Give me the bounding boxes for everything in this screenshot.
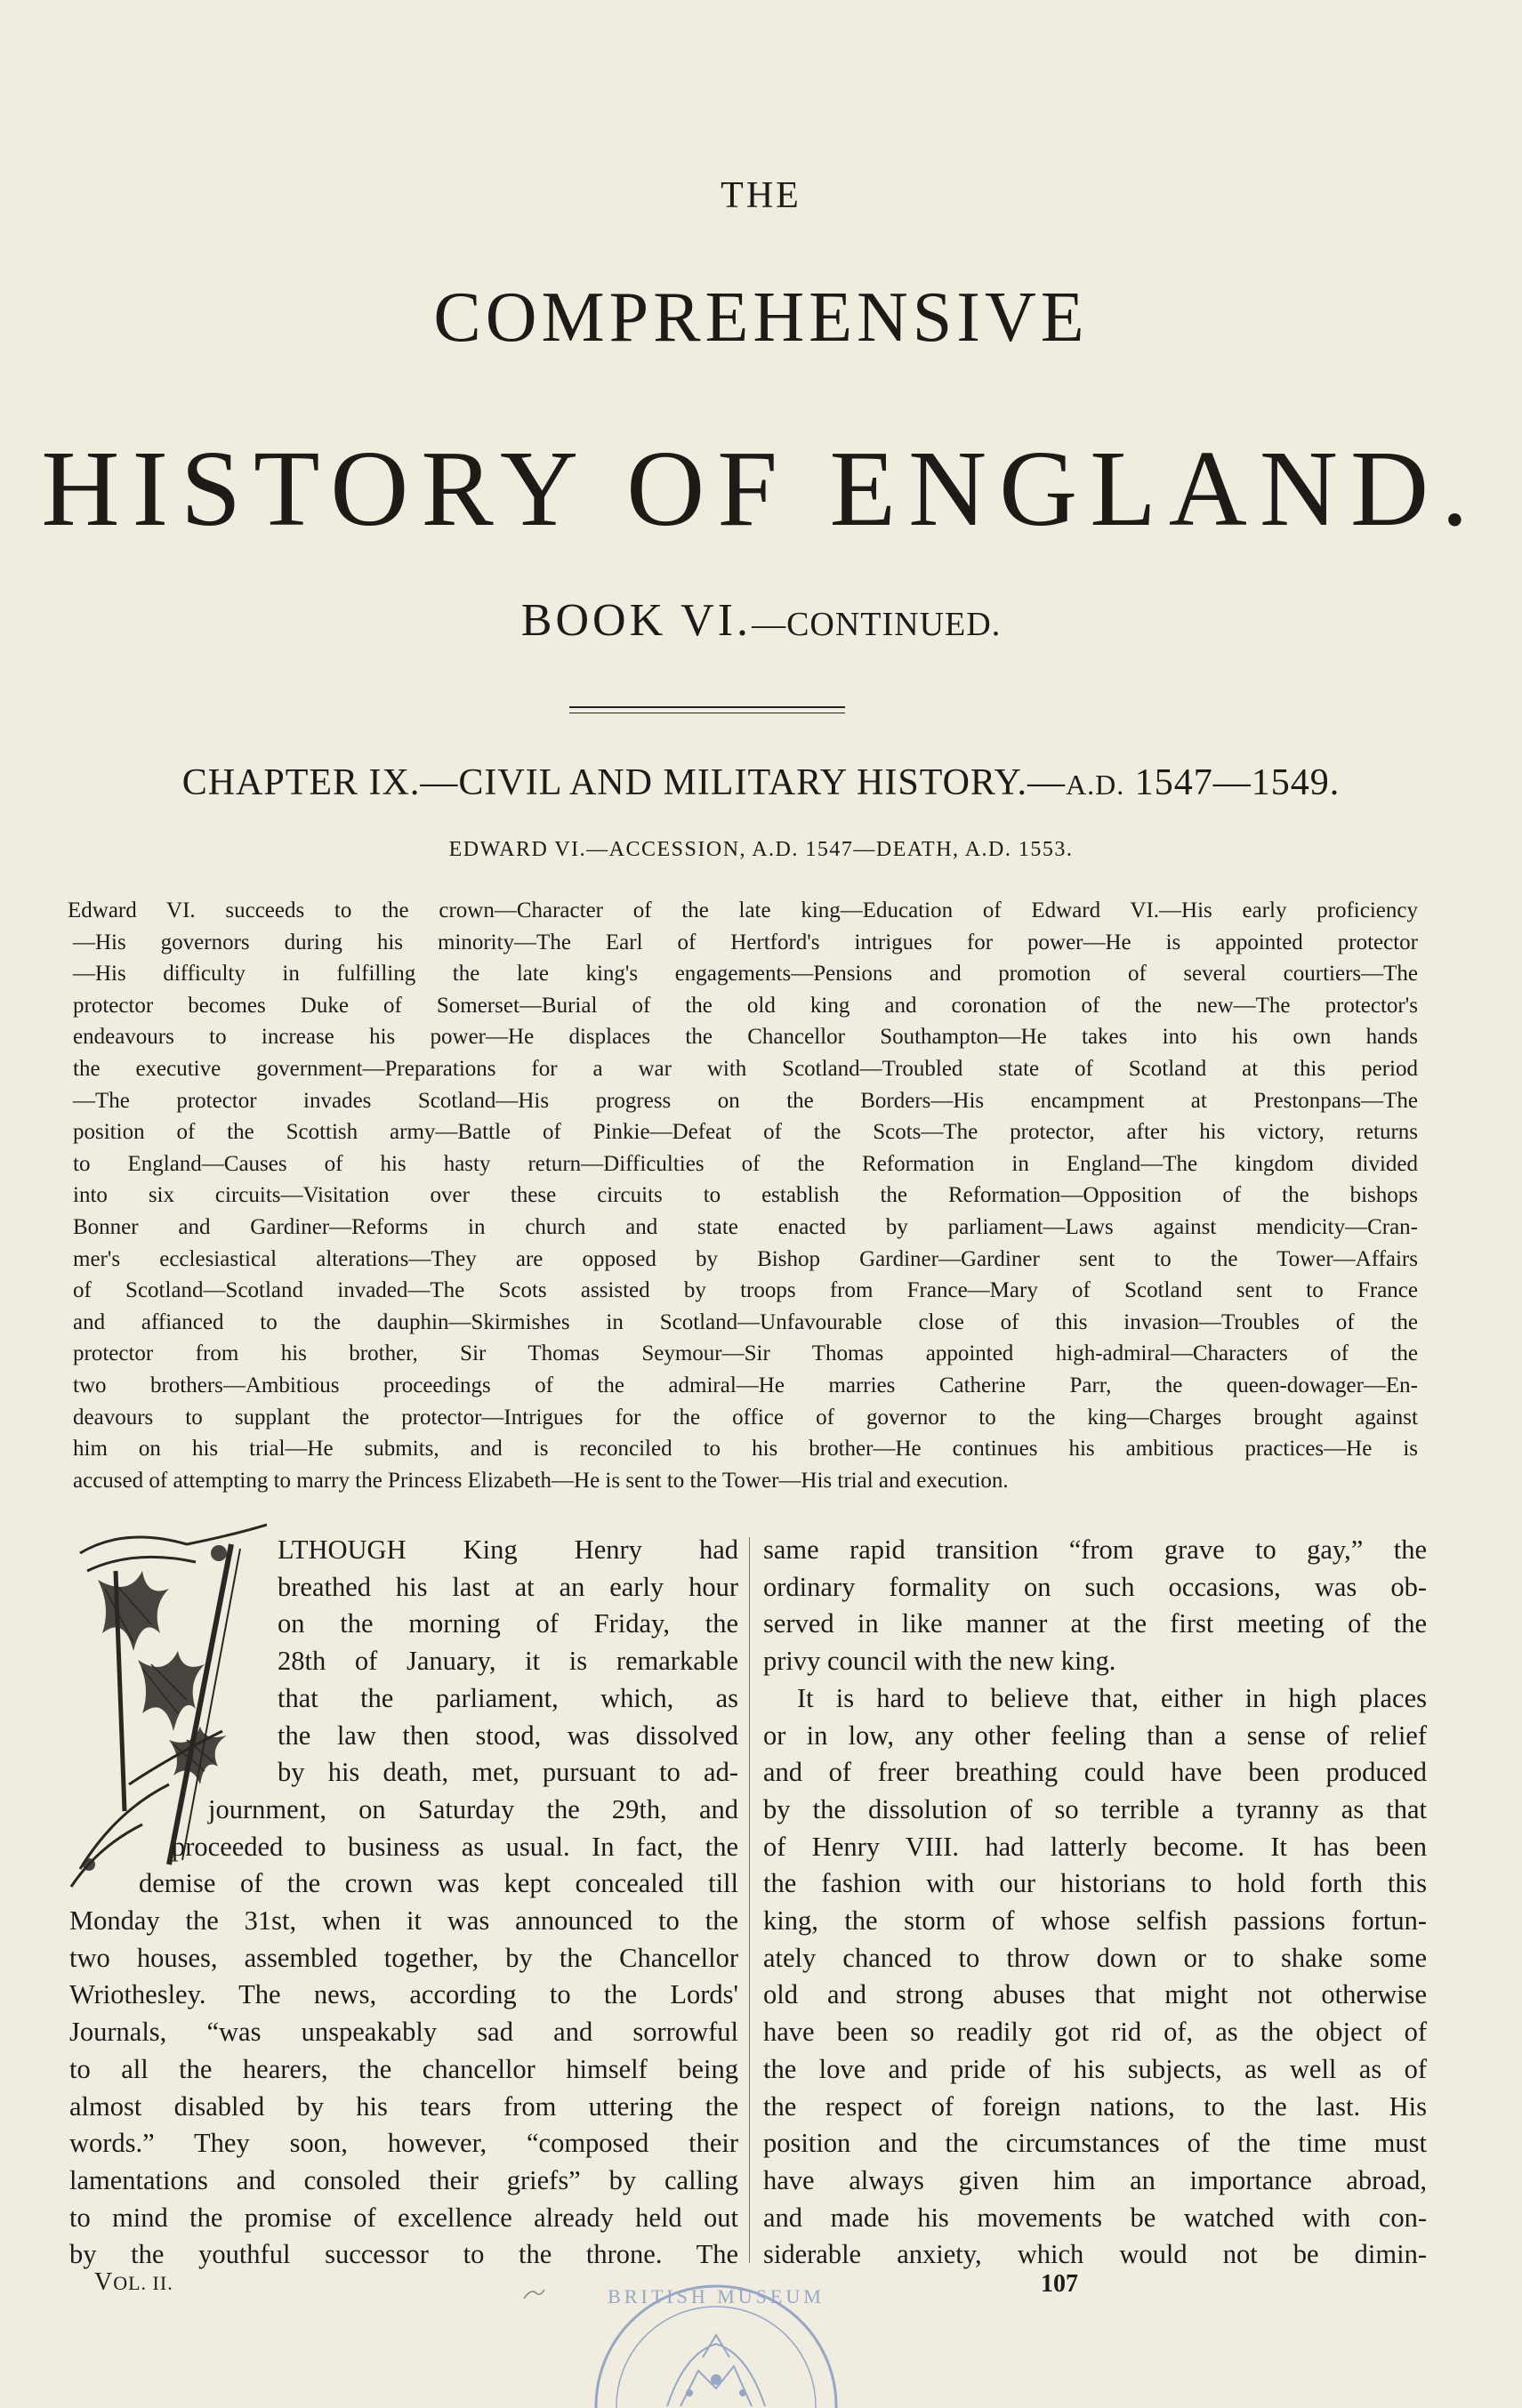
body-line: almost disabled by his tears from uttering the	[69, 2090, 738, 2122]
body-line: the fashion with our historians to hold forth this	[763, 1868, 1427, 1899]
book-heading	[0, 594, 1522, 647]
chapter-summary	[68, 895, 1418, 1496]
volume-rest: OL. II.	[113, 2272, 173, 2294]
summary-line: of Scotland—Scotland invaded—The Scots assisted by troops from France—Mary of Scotland sent to France	[73, 1278, 1418, 1303]
body-line: by the youthful successor to the throne. The	[69, 2239, 738, 2270]
body-line: position and the circumstances of the time must	[763, 2128, 1427, 2159]
body-line: journment, on Saturday the 29th, and	[208, 1793, 738, 1824]
body-line: old and strong abuses that might not otherwise	[763, 1979, 1427, 2010]
title-comprehensive: COMPREHENSIVE	[433, 278, 1089, 357]
body-line: Wriothesley. The news, according to the Lords'	[69, 1979, 738, 2010]
summary-line: him on his trial—He submits, and is reconciled to his brother—He continues his ambitious practices—He is	[73, 1437, 1418, 1462]
body-line: ordinary formality on such occasions, was ob-	[763, 1571, 1427, 1602]
summary-line: —The protector invades Scotland—His progress on the Borders—His encampment at Prestonpans—The	[73, 1088, 1418, 1113]
summary-line: position of the Scottish army—Battle of Pinkie—Defeat of the Scots—The protector, after his victory, returns	[73, 1120, 1418, 1145]
body-line: ately chanced to throw down or to shake some	[763, 1942, 1427, 1973]
body-line: the respect of foreign nations, to the last. His	[763, 2090, 1427, 2122]
body-line: words.” They soon, however, “composed their	[69, 2128, 738, 2159]
body-line: king, the storm of whose selfish passions fortun-	[763, 1905, 1427, 1937]
body-line: 28th of January, it is remarkable	[278, 1646, 738, 1677]
body-line: LTHOUGH King Henry had	[278, 1534, 738, 1565]
body-line: same rapid transition “from grave to gay,” the	[763, 1534, 1427, 1565]
title-the: THE	[721, 175, 801, 216]
summary-line: the executive government—Preparations for a war with Scotland—Troubled state of Scotland at this period	[73, 1056, 1418, 1081]
summary-line: Bonner and Gardiner—Reforms in church and state enacted by parliament—Laws against mendicity—Cran-	[73, 1214, 1418, 1239]
body-line: and made his movements be watched with con-	[763, 2202, 1427, 2233]
chapter-title: CHAPTER IX.—CIVIL AND MILITARY HISTORY.—	[181, 762, 1067, 803]
summary-line: protector becomes Duke of Somerset—Burial of the old king and coronation of the new—The protector's	[73, 993, 1418, 1018]
body-line: to mind the promise of excellence already held out	[69, 2202, 738, 2233]
summary-line: Edward VI. succeeds to the crown—Character of the late king—Education of Edward VI.—His early proficiency	[68, 898, 1418, 922]
body-line: siderable anxiety, which would not be dimin-	[763, 2239, 1427, 2270]
reign-subheading: EDWARD VI.—ACCESSION, A.D. 1547—DEATH, A.D. 1553.	[448, 838, 1074, 861]
body-line: It is hard to believe that, either in high places	[797, 1682, 1427, 1713]
body-line: the love and pride of his subjects, as well as of	[763, 2053, 1427, 2084]
body-line: of Henry VIII. had latterly become. It has been	[763, 1831, 1427, 1862]
body-line: privy council with the new king.	[763, 1646, 1116, 1677]
body-line: by the dissolution of so terrible a tyranny as that	[763, 1793, 1427, 1824]
summary-line: protector from his brother, Sir Thomas Seymour—Sir Thomas appointed high-admiral—Characters of the	[73, 1341, 1418, 1366]
body-line: demise of the crown was kept concealed till	[139, 1868, 738, 1899]
body-line: to all the hearers, the chancellor himself being	[69, 2053, 738, 2084]
body-line: Monday the 31st, when it was announced to the	[69, 1905, 738, 1937]
body-line: the law then stood, was dissolved	[278, 1719, 738, 1751]
summary-line: —His difficulty in fulfilling the late king's engagements—Pensions and promotion of several courtiers—The	[73, 962, 1418, 987]
body-line: and of freer breathing could have been produced	[763, 1757, 1427, 1788]
summary-line: mer's ecclesiastical alterations—They are opposed by Bishop Gardiner—Gardiner sent to the Tower—Affairs	[73, 1246, 1418, 1271]
column-divider	[749, 1537, 750, 2263]
body-line: by his death, met, pursuant to ad-	[278, 1757, 738, 1788]
body-line: have always given him an importance abroad,	[763, 2164, 1427, 2195]
body-line: lamentations and consoled their griefs” by calling	[69, 2164, 738, 2195]
summary-line: deavours to supplant the protector—Intrigues for the office of governor to the king—Charges brought against	[73, 1405, 1418, 1429]
page-number: 107	[1041, 2270, 1078, 2298]
summary-line: endeavours to increase his power—He displaces the Chancellor Southampton—He takes into his own hands	[73, 1025, 1418, 1050]
volume-initial: V	[94, 2268, 114, 2296]
body-line: on the morning of Friday, the	[278, 1608, 738, 1639]
pencil-mark-icon	[520, 2284, 547, 2302]
body-line: that the parliament, which, as	[278, 1682, 738, 1713]
title-history-of-england: HISTORY OF ENGLAND.	[41, 429, 1481, 549]
right-text-column	[763, 1532, 1427, 2274]
summary-line: to England—Causes of his hasty return—Difficulties of the Reformation in England—The kingdom divided	[73, 1151, 1418, 1176]
book-continued: —CONTINUED.	[752, 606, 1002, 643]
chapter-heading	[0, 761, 1522, 804]
book-number: BOOK VI.	[520, 595, 753, 646]
summary-line: into six circuits—Visitation over these circuits to establish the Reformation—Opposition of the bishops	[73, 1183, 1418, 1208]
body-line: Journals, “was unspeakably sad and sorrowful	[69, 2017, 738, 2048]
library-stamp-seal	[587, 2273, 845, 2408]
volume-label	[94, 2268, 173, 2297]
chapter-years: 1547—1549.	[1124, 762, 1341, 803]
summary-line: accused of attempting to marry the Princess Elizabeth—He is sent to the Tower—His trial and execution.	[73, 1468, 1009, 1493]
body-line: served in like manner at the first meeting of the	[763, 1608, 1427, 1639]
stamp-text: BRITISH MUSEUM	[608, 2285, 825, 2307]
body-line: or in low, any other feeling than a sense of relief	[763, 1719, 1427, 1751]
body-line: have been so readily got rid of, as the object of	[763, 2017, 1427, 2048]
body-line: proceeded to business as usual. In fact, the	[172, 1831, 738, 1862]
summary-line: two brothers—Ambitious proceedings of the admiral—He marries Catherine Parr, the queen-dowager—En-	[73, 1373, 1418, 1397]
title-rule	[569, 706, 845, 713]
body-line: breathed his last at an early hour	[278, 1571, 738, 1602]
body-line: two houses, assembled together, by the Chancellor	[69, 1942, 738, 1973]
chapter-ad: A.D.	[1066, 769, 1125, 801]
summary-line: and affianced to the dauphin—Skirmishes in Scotland—Unfavourable close of this invasion—Troubles of the	[73, 1309, 1418, 1334]
summary-line: —His governors during his minority—The Earl of Hertford's intrigues for power—He is appointed protector	[73, 930, 1418, 954]
left-text-column	[69, 1532, 738, 2274]
